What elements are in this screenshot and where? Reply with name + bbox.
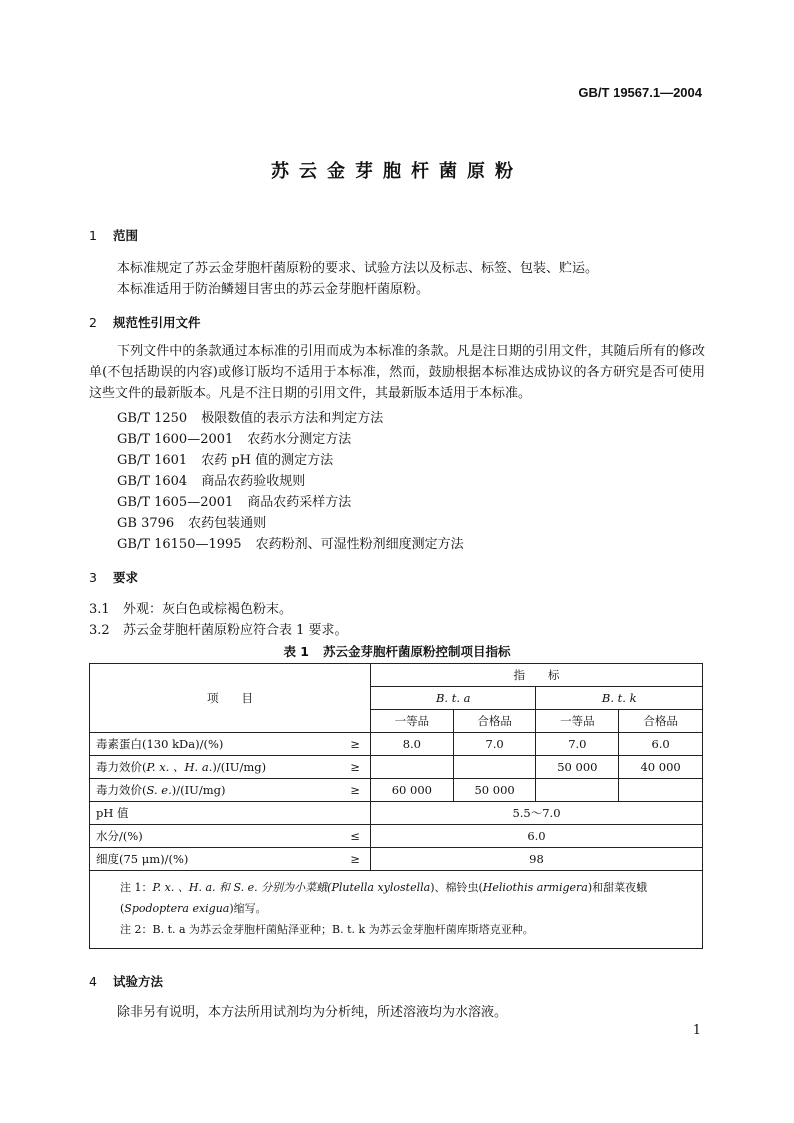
clause-text: 苏云金芽胞杆菌原粉应符合表 1 要求。 — [123, 623, 348, 638]
table-cell: 6.0 — [370, 825, 702, 848]
table-title: 苏云金芽胞杆菌原粉控制项目指标 — [323, 644, 511, 659]
standard-number: GB/T 19567.1—2004 — [578, 85, 702, 100]
header-index: 指 标 — [370, 664, 702, 687]
table-row — [90, 825, 703, 848]
note-1-part: )、棉铃虫( — [430, 881, 483, 894]
section-2-heading — [89, 313, 201, 331]
reference-name: 农药 pH 值的测定方法 — [201, 453, 334, 468]
reference-code: GB/T 1601 — [117, 453, 188, 468]
table-cell: 60 000 — [370, 779, 453, 802]
header-item: 项 目 — [90, 664, 371, 733]
table-cell — [536, 779, 619, 802]
table-cell: 7.0 — [453, 733, 536, 756]
table-notes-row — [90, 871, 703, 949]
label-part: S. e. — [146, 783, 172, 797]
test-method-paragraph: 除非另有说明，本方法所用试剂均为分析纯，所述溶液均为水溶液。 — [117, 1005, 508, 1020]
label-part: 毒力效价( — [96, 783, 147, 797]
requirements-table — [89, 663, 703, 949]
reference-code: GB/T 16150—1995 — [117, 537, 242, 552]
table-caption — [0, 642, 794, 660]
note-1-part: Spodoptera exigua — [124, 902, 230, 915]
table-row — [90, 802, 703, 825]
section-4-heading — [89, 972, 163, 990]
clause-3-2 — [89, 619, 348, 638]
label-part: )/(IU/mg) — [212, 760, 267, 774]
note-1-part: P. x. 、H. a. 和 S. e. 分别为小菜蛾( — [152, 881, 332, 894]
reference-name: 农药水分测定方法 — [247, 432, 352, 447]
section-3-heading — [89, 568, 138, 586]
normative-references-paragraph: 下列文件中的条款通过本标准的引用而成为本标准的条款。凡是注日期的引用文件，其随后所有的修改单(不包括勘误的内容)或修订版均不适用于本标准，然而，鼓励根据本标准达成协议的各方研究是否可使用这些文件的最新版本。凡是不注日期的引用文件，其最新版本适用于本标准。 — [89, 344, 705, 401]
section-number: 2 — [89, 315, 97, 330]
table-row — [90, 756, 703, 779]
note-1-part: Heliothis armigera — [482, 881, 588, 894]
section-number: 4 — [89, 974, 97, 989]
reference-code: GB/T 1250 — [117, 411, 188, 426]
comparison-symbol: ≥ — [340, 733, 370, 756]
reference-item — [117, 407, 383, 426]
section-1-heading — [89, 226, 138, 244]
reference-item — [117, 512, 266, 531]
clause-text: 外观：灰白色或棕褐色粉末。 — [123, 602, 293, 617]
header-grade: 一等品 — [370, 710, 453, 733]
reference-item — [117, 470, 305, 489]
note-1 — [120, 877, 692, 919]
comparison-symbol: ≥ — [340, 779, 370, 802]
section-title: 范围 — [113, 228, 139, 243]
section-number: 1 — [89, 228, 97, 243]
comparison-symbol: ≥ — [340, 848, 370, 871]
note-2: 注 2：B. t. a 为苏云金芽胞杆菌鲇泽亚种；B. t. k 为苏云金芽胞杆菌库斯塔克亚种。 — [120, 923, 534, 936]
table-header-row — [90, 664, 703, 687]
reference-code: GB/T 1604 — [117, 474, 188, 489]
row-label: 毒素蛋白(130 kDa)/(%) — [90, 733, 341, 756]
note-1-part: )和甜菜夜蛾( — [120, 881, 648, 915]
reference-item — [117, 533, 464, 552]
document-title: 苏云金芽胞杆菌原粉 — [271, 161, 523, 182]
row-label — [90, 779, 341, 802]
table-cell — [453, 756, 536, 779]
reference-item — [117, 449, 333, 468]
note-1-part: Plutella xylostella — [331, 881, 431, 894]
table-row — [90, 779, 703, 802]
header-grade: 合格品 — [453, 710, 536, 733]
row-label: 水分/(%) — [90, 825, 341, 848]
table-cell: 6.0 — [619, 733, 703, 756]
table-cell: 98 — [370, 848, 702, 871]
row-label: 细度(75 μm)/(%) — [90, 848, 341, 871]
comparison-symbol: ≥ — [340, 756, 370, 779]
table-notes — [90, 871, 703, 949]
header-grade: 一等品 — [536, 710, 619, 733]
table-cell: 7.0 — [536, 733, 619, 756]
label-part: 毒力效价( — [96, 760, 147, 774]
table-row — [90, 848, 703, 871]
reference-name: 农药包装通则 — [188, 516, 267, 531]
section-title: 要求 — [113, 570, 139, 585]
reference-item — [117, 428, 351, 447]
reference-item — [117, 491, 351, 510]
table-number: 表 1 — [283, 644, 310, 659]
header-bta: B. t. a — [370, 687, 536, 710]
scope-paragraph-2: 本标准适用于防治鳞翅目害虫的苏云金芽胞杆菌原粉。 — [117, 282, 430, 297]
clause-number: 3.2 — [89, 623, 110, 638]
table-cell — [370, 756, 453, 779]
reference-name: 商品农药验收规则 — [201, 474, 306, 489]
table-cell: 50 000 — [453, 779, 536, 802]
note-1-part: )缩写。 — [229, 902, 267, 915]
clause-number: 3.1 — [89, 602, 110, 617]
note-1-part: 注 1： — [120, 881, 153, 894]
label-part: )/(IU/mg) — [171, 783, 226, 797]
header-btk: B. t. k — [536, 687, 703, 710]
reference-name: 农药粉剂、可湿性粉剂细度测定方法 — [255, 537, 464, 552]
reference-name: 商品农药采样方法 — [247, 495, 352, 510]
reference-code: GB/T 1600—2001 — [117, 432, 234, 447]
table-cell: 50 000 — [536, 756, 619, 779]
page-number: 1 — [692, 1023, 701, 1038]
table-cell — [619, 779, 703, 802]
reference-code: GB 3796 — [117, 516, 175, 531]
header-grade: 合格品 — [619, 710, 703, 733]
row-label — [90, 756, 341, 779]
reference-name: 极限数值的表示方法和判定方法 — [201, 411, 384, 426]
label-part: P. x. 、H. a. — [146, 760, 213, 774]
table-cell: 8.0 — [370, 733, 453, 756]
reference-code: GB/T 1605—2001 — [117, 495, 234, 510]
row-label: pH 值 — [90, 802, 371, 825]
section-title: 规范性引用文件 — [113, 315, 201, 330]
clause-3-1 — [89, 598, 292, 617]
table-cell: 40 000 — [619, 756, 703, 779]
section-number: 3 — [89, 570, 97, 585]
table-cell: 5.5～7.0 — [370, 802, 702, 825]
table-row — [90, 733, 703, 756]
comparison-symbol: ≤ — [340, 825, 370, 848]
scope-paragraph-1: 本标准规定了苏云金芽胞杆菌原粉的要求、试验方法以及标志、标签、包装、贮运。 — [117, 261, 599, 276]
section-title: 试验方法 — [113, 974, 164, 989]
